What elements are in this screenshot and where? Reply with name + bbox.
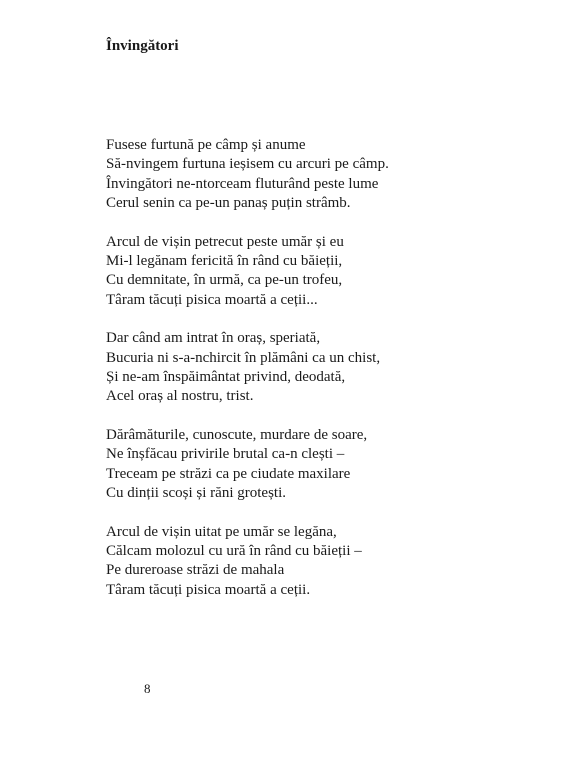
- poem-line: Târam tăcuți pisica moartă a ceții...: [106, 291, 318, 308]
- poem-line: Fusese furtună pe câmp și anume: [106, 137, 306, 153]
- poem-line: Și ne-am înspăimântat privind, deodată,: [106, 369, 346, 386]
- poem-line: Dar când am intrat în oraș, speriată,: [106, 330, 321, 347]
- poem-line: Învingători ne-ntorceam fluturând peste lume: [106, 175, 379, 192]
- poem-line: Arcul de vișin petrecut peste umăr și eu: [106, 233, 344, 250]
- poem-line: Acel oraș al nostru, trist.: [106, 388, 254, 405]
- poem-line: Cu demnitate, în urmă, ca pe-un trofeu,: [106, 272, 343, 289]
- stanza-4: [106, 426, 526, 504]
- poem-line: Mi-l legănam fericită în rând cu băieții,: [106, 253, 343, 270]
- poem-title: Învingători: [106, 38, 179, 54]
- stanza-1: [106, 136, 526, 214]
- poem-line: Târam tăcuți pisica moartă a ceții.: [106, 581, 311, 598]
- poem-line: Treceam pe străzi ca pe ciudate maxilare: [106, 465, 351, 482]
- poem-line: Cu dinții scoși și răni grotești.: [106, 485, 286, 502]
- page-number: 8: [144, 681, 151, 696]
- stanza-2: [106, 233, 526, 311]
- poem-line: Arcul de vișin uitat pe umăr se legăna,: [106, 523, 337, 540]
- poem-line: Să-nvingem furtuna ieșisem cu arcuri pe câmp.: [106, 156, 389, 173]
- poem-line: Bucuria ni s-a-nchircit în plămâni ca un chist,: [106, 349, 381, 366]
- poem-line: Călcam molozul cu ură în rând cu băieții –: [106, 542, 362, 559]
- stanza-5: [106, 523, 526, 601]
- poem-line: Ne înșfăcau privirile brutal ca-n clești –: [106, 446, 345, 463]
- poem-line: Cerul senin ca pe-un panaș puțin strâmb.: [106, 195, 351, 212]
- poem-body: [106, 136, 526, 619]
- stanza-3: [106, 329, 526, 407]
- poem-line: Pe dureroase străzi de mahala: [106, 562, 285, 579]
- poem-line: Dărâmăturile, cunoscute, murdare de soare,: [106, 426, 368, 443]
